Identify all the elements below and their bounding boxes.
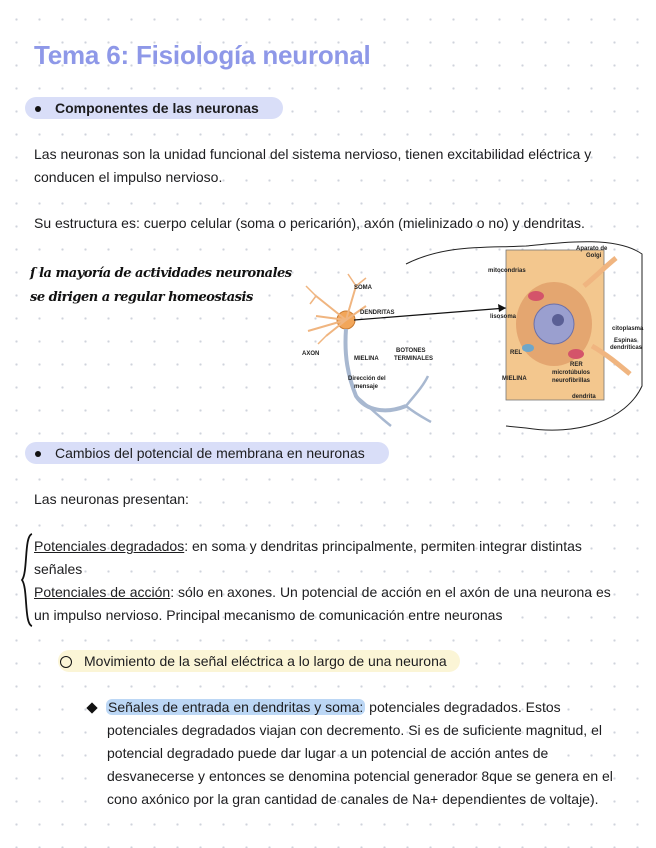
label-mielina-2: MIELINA — [502, 376, 527, 382]
label-axon: AXON — [302, 351, 320, 357]
highlighted-term: Señales de entrada en dendritas y soma: — [108, 699, 364, 715]
bullet-dot-icon — [35, 451, 41, 457]
label-golgi: Golgi — [586, 253, 602, 259]
section-heading-cambios — [25, 442, 389, 464]
list-item-potenciales-accion — [34, 581, 611, 604]
paragraph-line: un impulso nervioso. Principal mecanismo de comunicación entre neuronas — [34, 607, 503, 623]
paragraph-line: conducen el impulso nervioso. — [34, 169, 223, 185]
label-neurofibrillas: neurofibrillas — [552, 378, 591, 384]
section-heading-text: Cambios del potencial de membrana en neuronas — [55, 445, 365, 461]
paragraph-line: Las neuronas son la unidad funcional del sistema nervioso, tienen excitabilidad eléctrica y — [34, 146, 592, 162]
handwritten-note-line: ſ la mayoría de actividades neuronales — [30, 266, 292, 281]
page-title: Tema 6: Fisiología neuronal — [34, 40, 371, 70]
term-potenciales-degradados: Potenciales degradados — [34, 538, 185, 554]
curly-brace-icon — [20, 532, 34, 628]
subsection-heading — [58, 650, 460, 672]
paragraph-line: potencial degradado puede dar lugar a un potencial de acción antes de — [107, 745, 549, 761]
label-terminales: TERMINALES — [394, 356, 433, 362]
detail-text: potenciales degradados. Estos — [365, 699, 561, 715]
neuron-diagram — [296, 236, 648, 432]
detail-bullet — [88, 696, 561, 719]
item-description: : sólo en axones. Un potencial de acción en el axón de una neurona es — [170, 584, 611, 600]
bullet-dot-icon — [35, 106, 41, 112]
subsection-heading-text: Movimiento de la señal eléctrica a lo largo de una neurona — [84, 653, 447, 669]
paragraph-line: cono axónico por la gran cantidad de canales de Na+ dependientes de voltaje). — [107, 791, 599, 807]
label-mitocondrias: mitocondrias — [488, 268, 526, 274]
label-soma: SOMA — [354, 285, 372, 291]
section-heading-text: Componentes de las neuronas — [55, 100, 259, 116]
label-lisosoma: lisosoma — [490, 314, 517, 320]
paragraph-line: Las neuronas presentan: — [34, 491, 189, 507]
paragraph-line: señales — [34, 561, 83, 577]
label-aparato: Aparato de — [576, 246, 608, 252]
paragraph-line: desvanecerse y entonces se denomina potencial generador 8que se genera en el — [107, 768, 613, 784]
paragraph-line: Su estructura es: cuerpo celular (soma o pericarión), axón (mielinizado o no) y dendritas. — [34, 215, 585, 231]
term-potenciales-accion: Potenciales de acción — [34, 584, 171, 600]
label-mensaje: mensaje — [354, 384, 379, 390]
label-dendrita: dendrita — [572, 394, 596, 400]
label-citoplasma: citoplasma — [612, 326, 644, 332]
label-direccion: Dirección del — [348, 376, 386, 382]
paragraph-line: potenciales degradados viajan con decremento. Si es de suficiente magnitud, el — [107, 722, 602, 738]
label-rer: RER — [570, 362, 583, 368]
label-rel: REL — [510, 350, 522, 356]
circle-bullet-icon — [60, 656, 72, 668]
item-description: : en soma y dendritas principalmente, permiten integrar distintas — [184, 538, 582, 554]
label-dendriticas: dendríticas — [610, 345, 643, 351]
label-espinas: Espinas — [614, 338, 638, 344]
label-dendritas: DENDRITAS — [360, 310, 395, 316]
diamond-bullet-icon — [86, 703, 97, 714]
list-item-potenciales-degradados — [34, 535, 582, 558]
label-mielina: MIELINA — [354, 356, 379, 362]
label-microtubulos: microtúbulos — [552, 370, 591, 376]
handwritten-note-line: se dirigen a regular homeostasis — [30, 290, 253, 305]
label-botones: BOTONES — [396, 348, 426, 354]
section-heading-componentes — [25, 97, 283, 119]
